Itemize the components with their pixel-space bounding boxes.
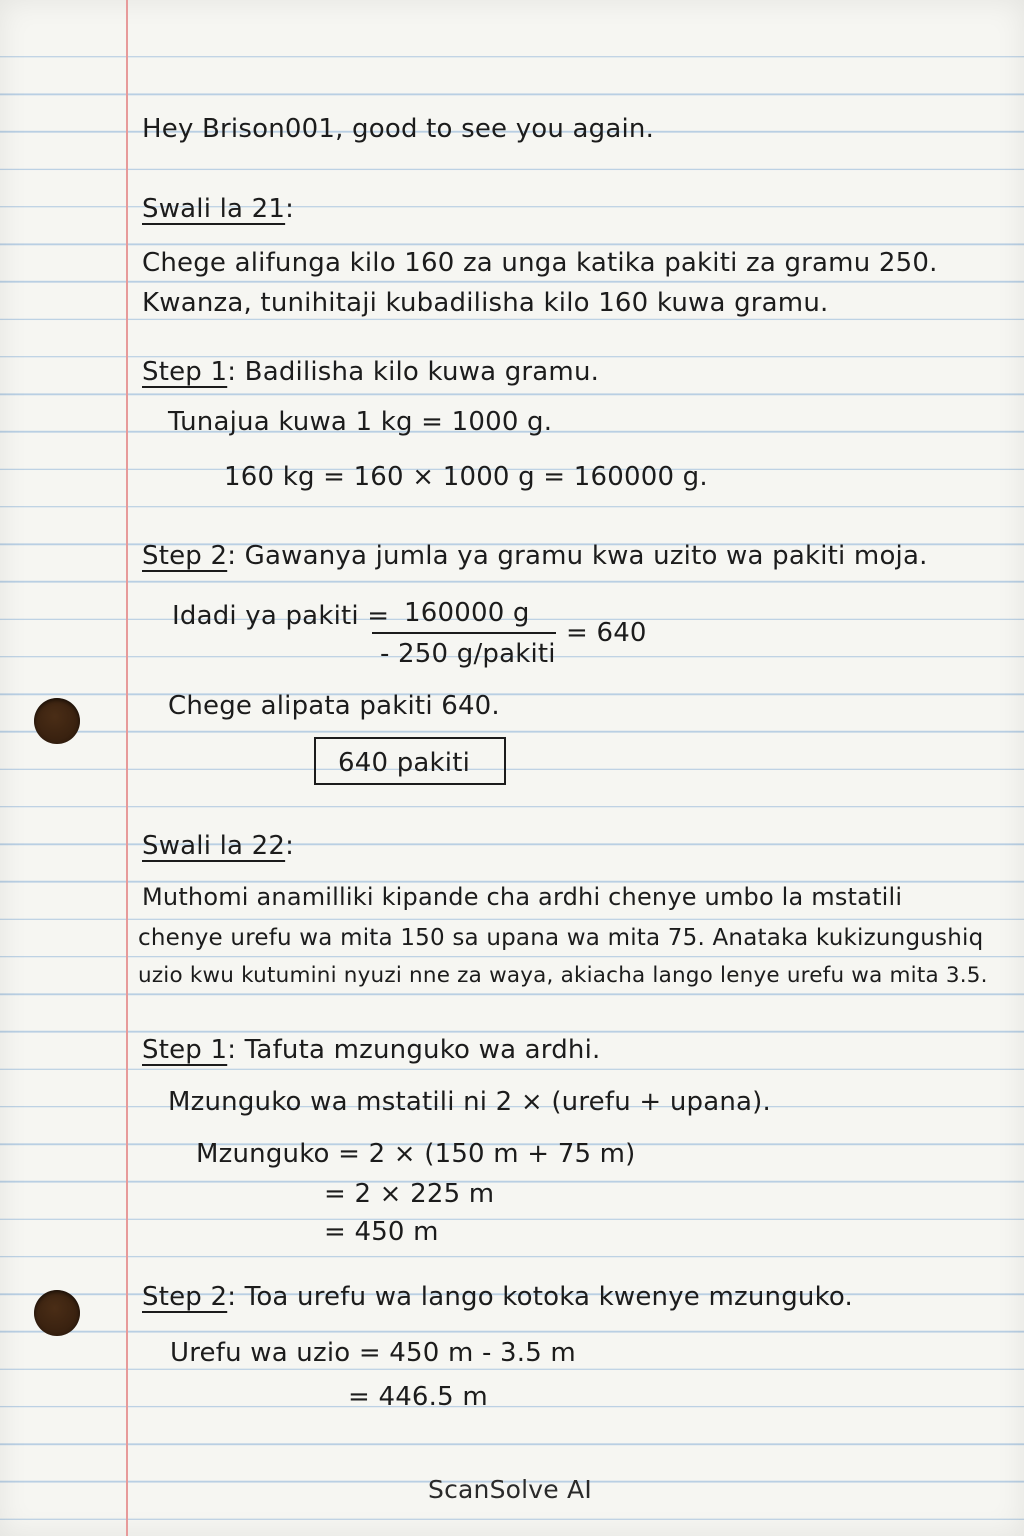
q22-step1-title: Tafuta mzunguko wa ardhi. <box>244 1035 601 1065</box>
q22-step1-line1: Mzunguko = 2 × (150 m + 75 m) <box>196 1139 636 1169</box>
q22-step1-line3: = 450 m <box>324 1217 439 1247</box>
q22-step2-title: Toa urefu wa lango kotoka kwenye mzunguko. <box>244 1282 854 1312</box>
q21-step1-fact: Tunajua kuwa 1 kg = 1000 g. <box>168 407 553 437</box>
q21-fraction-denominator: - 250 g/pakiti <box>380 639 556 669</box>
q22-step2-line1: Urefu wa uzio = 450 m - 3.5 m <box>170 1338 576 1368</box>
punch-hole-lower <box>34 1290 80 1336</box>
q21-step1-title: Badilisha kilo kuwa gramu. <box>244 357 600 387</box>
q21-step1-label: Step 1 <box>142 357 228 387</box>
q21-step2-row <box>142 540 928 572</box>
q21-problem-line1: Chege alifunga kilo 160 za unga katika pakiti za gramu 250. <box>142 248 938 278</box>
q21-heading: Swali la 21 <box>142 194 286 224</box>
q21-fraction-result: = 640 <box>566 618 647 648</box>
q22-problem-line2: chenye urefu wa mita 150 sa upana wa mita 75. Anataka kukizungushiq <box>138 925 984 951</box>
punch-hole-upper <box>34 698 80 744</box>
q21-step1-calc: 160 kg = 160 × 1000 g = 160000 g. <box>224 462 708 492</box>
q21-step2-title: Gawanya jumla ya gramu kwa uzito wa pakiti moja. <box>244 541 928 571</box>
q22-heading-colon: : <box>285 831 295 861</box>
q21-heading-colon: : <box>285 194 295 224</box>
q21-heading-row <box>142 193 294 225</box>
q21-answer: 640 pakiti <box>338 748 471 778</box>
q22-step2-row <box>142 1281 853 1313</box>
q22-problem-line1: Muthomi anamilliki kipande cha ardhi chenye umbo la mstatili <box>142 883 903 911</box>
q22-step2-label: Step 2 <box>142 1282 228 1312</box>
fraction-bar <box>372 632 556 634</box>
q21-fraction-numerator: 160000 g <box>404 598 530 628</box>
q22-step1-line2: = 2 × 225 m <box>324 1179 495 1209</box>
footer-brand: ScanSolve AI <box>428 1475 592 1504</box>
margin-line <box>126 0 128 1536</box>
q22-step1-colon: : <box>227 1035 237 1065</box>
q22-step1-formula: Mzunguko wa mstatili ni 2 × (urefu + upana). <box>168 1087 771 1117</box>
q21-step1-colon: : <box>227 357 237 387</box>
greeting: Hey Brison001, good to see you again. <box>142 114 655 144</box>
q21-fraction-lhs: Idadi ya pakiti = <box>172 601 390 631</box>
q22-heading-row <box>142 830 294 862</box>
q22-heading: Swali la 22 <box>142 831 286 861</box>
q21-step2-colon: : <box>227 541 237 571</box>
q22-step1-label: Step 1 <box>142 1035 228 1065</box>
q22-step1-row <box>142 1034 601 1066</box>
q21-step2-conclusion: Chege alipata pakiti 640. <box>168 691 500 721</box>
q21-problem-line2: Kwanza, tunihitaji kubadilisha kilo 160 kuwa gramu. <box>142 288 829 318</box>
q21-step1-row <box>142 356 599 388</box>
q22-problem-line3: uzio kwu kutumini nyuzi nne za waya, akiacha lango lenye urefu wa mita 3.5. <box>138 963 988 988</box>
q22-step2-line2: = 446.5 m <box>348 1382 488 1412</box>
q22-step2-colon: : <box>227 1282 237 1312</box>
q21-step2-label: Step 2 <box>142 541 228 571</box>
